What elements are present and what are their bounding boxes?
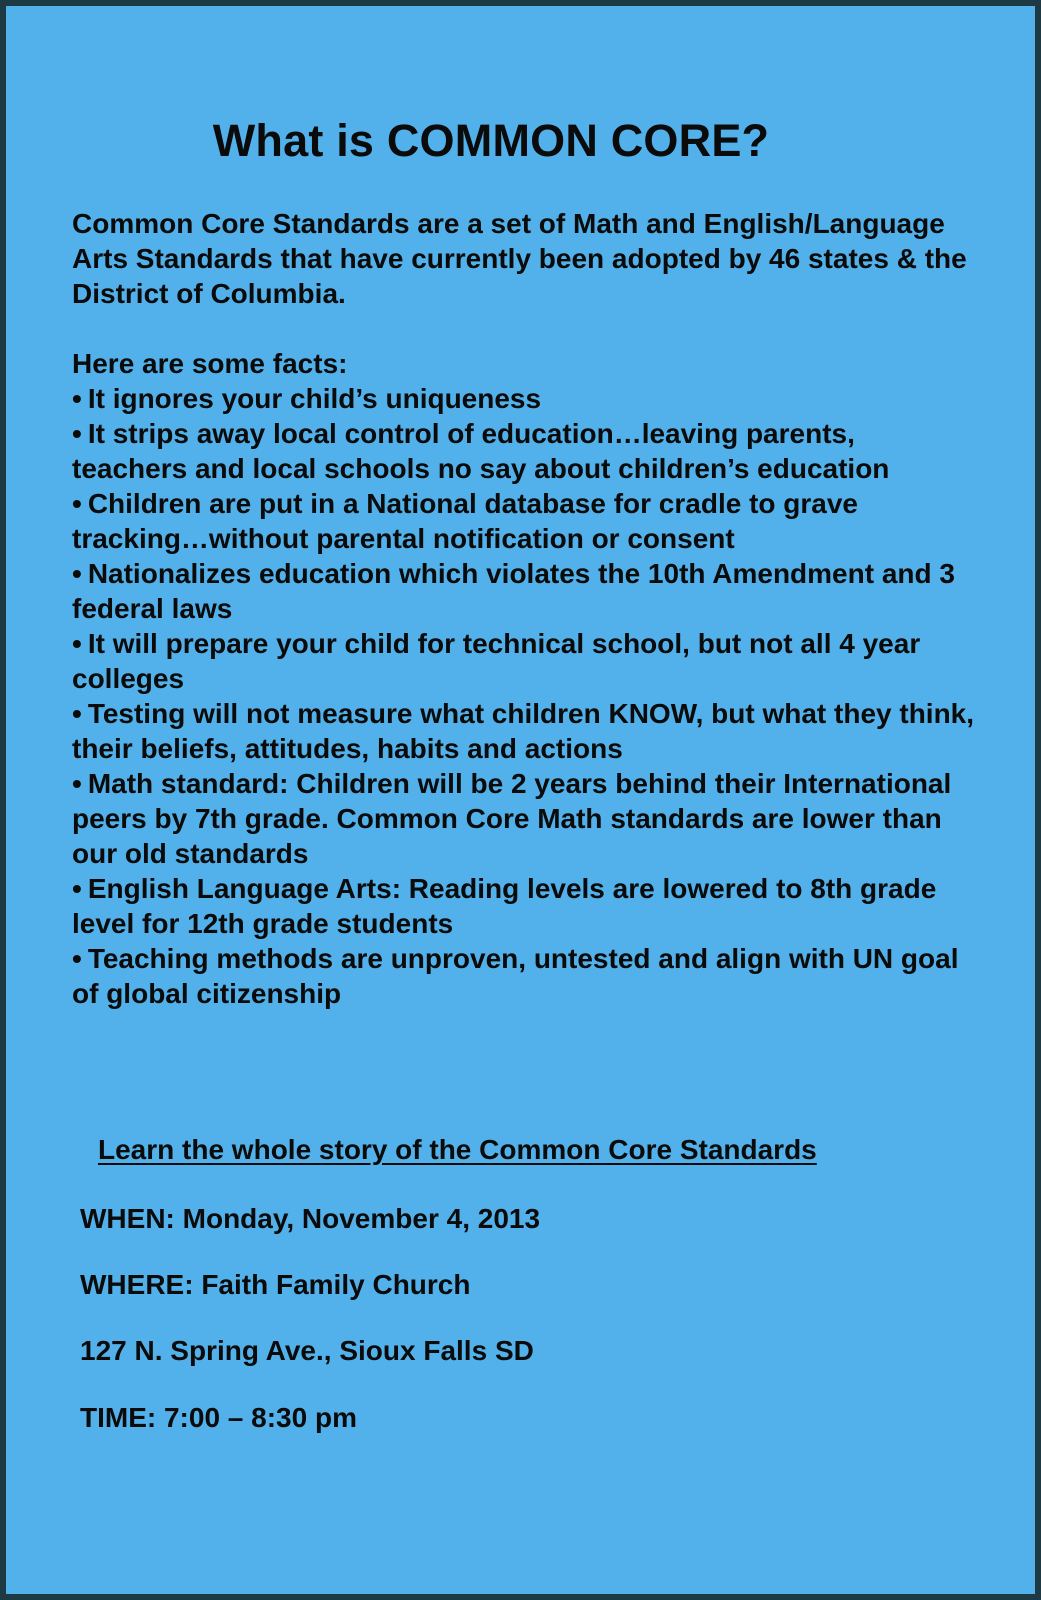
fact-text: Teaching methods are unproven, untested and align with UN goal of global citizenship (72, 943, 959, 1009)
bullet-icon: • (72, 768, 82, 799)
event-when: WHEN: Monday, November 4, 2013 (80, 1203, 541, 1234)
flyer-sheet (6, 6, 1035, 1594)
bullet-icon: • (72, 873, 82, 904)
fact-item (72, 486, 977, 556)
flyer-title: What is COMMON CORE? (212, 115, 770, 166)
bullet-icon: • (72, 558, 82, 589)
bullet-icon: • (72, 418, 82, 449)
event-time: TIME: 7:00 – 8:30 pm (80, 1402, 357, 1433)
bullet-icon: • (72, 488, 82, 519)
event-where: WHERE: Faith Family Church (80, 1269, 471, 1300)
fact-text: Nationalizes education which violates the 10th Amendment and 3 federal laws (72, 558, 955, 624)
fact-item (72, 626, 977, 696)
fact-text: It strips away local control of education…leaving parents, teachers and local schools no say about children’s education (72, 418, 890, 484)
bullet-icon: • (72, 383, 82, 414)
learn-more-heading: Learn the whole story of the Common Core Standards (98, 1134, 817, 1165)
bullet-icon: • (72, 698, 82, 729)
fact-item (72, 941, 977, 1011)
bullet-icon: • (72, 943, 82, 974)
fact-text: Math standard: Children will be 2 years behind their International peers by 7th grade. Common Core Math standards are lower than our old standards (72, 768, 952, 869)
fact-item (72, 556, 977, 626)
fact-item (72, 871, 977, 941)
intro-paragraph: Common Core Standards are a set of Math and English/Language Arts Standards that have currently been adopted by 46 states & the District of Columbia. (72, 208, 967, 309)
facts-section (72, 346, 977, 1011)
fact-text: It will prepare your child for technical school, but not all 4 year colleges (72, 628, 921, 694)
fact-text: English Language Arts: Reading levels are lowered to 8th grade level for 12th grade students (72, 873, 937, 939)
fact-item (72, 766, 977, 871)
facts-heading: Here are some facts: (72, 348, 348, 379)
fact-text: Testing will not measure what children KNOW, but what they think, their beliefs, attitudes, habits and actions (72, 698, 975, 764)
bullet-icon: • (72, 628, 82, 659)
fact-item (72, 696, 977, 766)
event-address: 127 N. Spring Ave., Sioux Falls SD (80, 1335, 534, 1366)
fact-text: It ignores your child’s uniqueness (87, 383, 542, 414)
fact-item (72, 381, 977, 416)
fact-text: Children are put in a National database for cradle to grave tracking…without parental notification or consent (72, 488, 859, 554)
fact-item (72, 416, 977, 486)
